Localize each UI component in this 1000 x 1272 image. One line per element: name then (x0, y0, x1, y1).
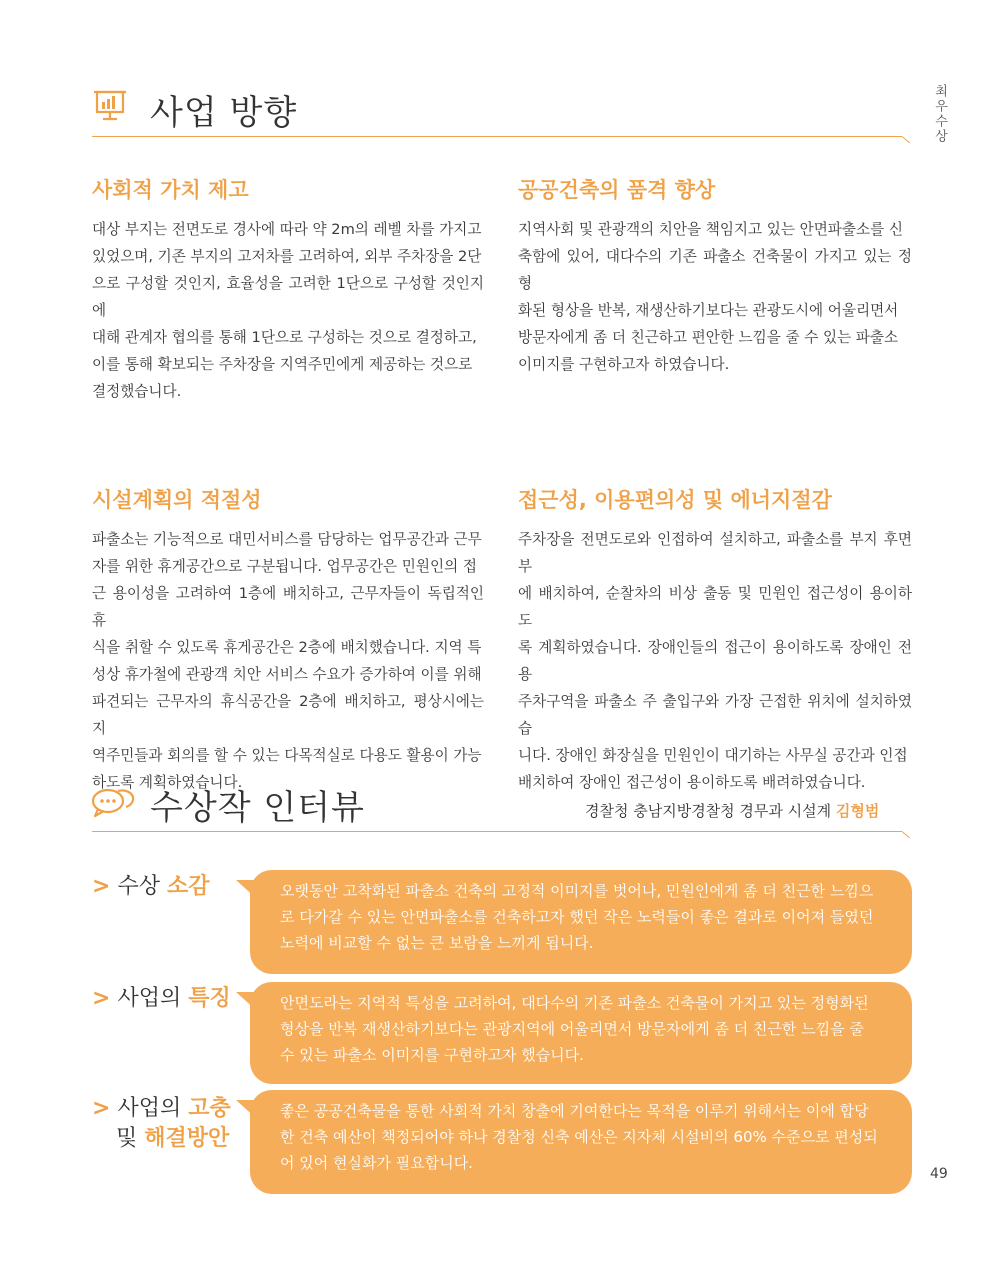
text-line: 어 있어 현실화가 필요합니다. (280, 1154, 473, 1172)
section-divider (92, 136, 902, 137)
text-line: 로 다가갈 수 있는 안면파출소를 건축하고자 했던 작은 노력들이 좋은 결과로 이어져 들였던 (280, 908, 874, 926)
page-number: 49 (930, 1166, 948, 1182)
text-line: 으로 구성할 것인지, 효율성을 고려한 1단으로 구성할 것인지에 (92, 275, 484, 319)
text-line: 하도록 계획하였습니다. (92, 774, 243, 791)
chevron-right-icon: > (92, 1096, 111, 1121)
answer-text (250, 982, 912, 1068)
answer-text (250, 1090, 912, 1176)
text-line: 지역사회 및 관광객의 치안을 책임지고 있는 안면파출소를 신 (518, 221, 903, 238)
label-text: 및 (116, 1126, 145, 1151)
label-text: 사업의 (117, 986, 189, 1011)
question-label-difficulties (92, 1094, 231, 1154)
label-highlight: 고충 (188, 1096, 231, 1121)
label-highlight: 소감 (166, 874, 210, 899)
text-line: 이를 통해 확보되는 주차장을 지역주민에게 제공하는 것으로 (92, 356, 473, 373)
block-public-architecture (518, 174, 912, 378)
text-line: 파견되는 근무자의 휴식공간을 2층에 배치하고, 평상시에는 지 (92, 693, 484, 737)
block-heading: 접근성, 이용편의성 및 에너지절감 (518, 488, 832, 512)
text-line: 에 배치하여, 순찰차의 비상 출동 및 민원인 접근성이 용이하도 (518, 585, 912, 629)
presentation-board-icon (92, 88, 130, 124)
text-line: 식을 취할 수 있도록 휴게공간은 2층에 배치했습니다. 지역 특 (92, 639, 482, 656)
text-line: 록 계획하였습니다. 장애인들의 접근이 용이하도록 장애인 전용 (518, 639, 912, 683)
text-line: 노력에 비교할 수 없는 큰 보람을 느끼게 됩니다. (280, 934, 594, 952)
text-line: 수 있는 파출소 이미지를 구현하고자 했습니다. (280, 1046, 584, 1064)
text-line: 자를 위한 휴게공간으로 구분됩니다. 업무공간은 민원인의 접 (92, 558, 477, 575)
block-social-value (92, 174, 484, 405)
block-heading: 사회적 가치 제고 (92, 178, 249, 202)
section-title-business-direction: 사업 방향 (150, 93, 298, 133)
text-line: 성상 휴가철에 관광객 치안 서비스 수요가 증가하여 이를 위해 (92, 666, 482, 683)
text-line: 주차장을 전면도로와 인접하여 설치하고, 파출소를 부지 후면부 (518, 531, 912, 575)
interviewee-credit (585, 800, 879, 821)
divider-end-mark (902, 831, 910, 838)
answer-text (250, 870, 912, 956)
block-facility-plan (92, 484, 484, 796)
block-body (518, 526, 912, 796)
text-line: 오랫동안 고착화된 파출소 건축의 고정적 이미지를 벗어나, 민원인에게 좀 더 친근한 느낌으 (280, 882, 874, 900)
section-title-interview: 수상작 인터뷰 (150, 788, 365, 828)
text-line: 근 용이성을 고려하여 1층에 배치하고, 근무자들이 독립적인 휴 (92, 585, 484, 629)
answer-bubble (250, 870, 912, 974)
block-heading: 공공건축의 품격 향상 (518, 178, 716, 202)
text-line: 주차구역을 파출소 주 출입구와 가장 근접한 위치에 설치하였습 (518, 693, 912, 737)
text-line: 결정했습니다. (92, 383, 182, 400)
label-highlight: 특징 (188, 986, 231, 1011)
text-line: 역주민들과 회의를 할 수 있는 다목적실로 다용도 활용이 가능 (92, 747, 482, 764)
text-line: 화된 형상을 반복, 재생산하기보다는 관광도시에 어울리면서 (518, 302, 899, 319)
text-line: 있었으며, 기존 부지의 고저차를 고려하여, 외부 주차장을 2단 (92, 248, 482, 265)
block-body (518, 216, 912, 378)
label-text: 수상 (117, 874, 167, 899)
divider-end-mark (902, 136, 910, 143)
block-body (92, 526, 484, 796)
chevron-right-icon: > (92, 986, 111, 1011)
text-line: 대해 관계자 협의를 통해 1단으로 구성하는 것으로 결정하고, (92, 329, 477, 346)
text-line: 대상 부지는 전면도로 경사에 따라 약 2m의 레벨 차를 가지고 (92, 221, 482, 238)
speech-bubbles-icon (90, 784, 136, 820)
text-line: 파출소는 기능적으로 대민서비스를 담당하는 업무공간과 근무 (92, 531, 482, 548)
text-line: 축함에 있어, 대다수의 기존 파출소 건축물이 가지고 있는 정형 (518, 248, 912, 292)
answer-bubble (250, 1090, 912, 1194)
text-line: 한 건축 예산이 책정되어야 하나 경찰청 신축 예산은 지자체 시설비의 60% 수준으로 편성되 (280, 1128, 878, 1146)
section-divider (92, 831, 902, 832)
chevron-right-icon: > (92, 874, 111, 899)
block-body (92, 216, 484, 405)
text-line: 좋은 공공건축물을 통한 사회적 가치 창출에 기여한다는 목적을 이루기 위해서는 이에 합당 (280, 1102, 869, 1120)
question-label-impressions (92, 872, 209, 902)
text-line: 니다. 장애인 화장실을 민원인이 대기하는 사무실 공간과 인접 (518, 747, 908, 764)
text-line: 이미지를 구현하고자 하였습니다. (518, 356, 730, 373)
text-line: 방문자에게 좀 더 친근하고 편안한 느낌을 줄 수 있는 파출소 (518, 329, 899, 346)
question-label-features (92, 984, 231, 1014)
block-heading: 시설계획의 적절성 (92, 488, 262, 512)
credit-name: 김형범 (835, 802, 880, 820)
text-line: 형상을 반복 재생산하기보다는 관광지역에 어울리면서 방문자에게 좀 더 친근한 느낌을 줄 (280, 1020, 864, 1038)
block-accessibility (518, 484, 912, 796)
answer-bubble (250, 982, 912, 1084)
text-line: 배치하여 장애인 접근성이 용이하도록 배려하였습니다. (518, 774, 866, 791)
award-side-label: 최우수상 (932, 84, 947, 144)
label-highlight: 해결방안 (144, 1126, 230, 1151)
credit-affiliation: 경찰청 충남지방경찰청 경무과 시설계 (585, 802, 836, 820)
label-text: 사업의 (117, 1096, 189, 1121)
text-line: 안면도라는 지역적 특성을 고려하여, 대다수의 기존 파출소 건축물이 가지고 있는 정형화된 (280, 994, 869, 1012)
